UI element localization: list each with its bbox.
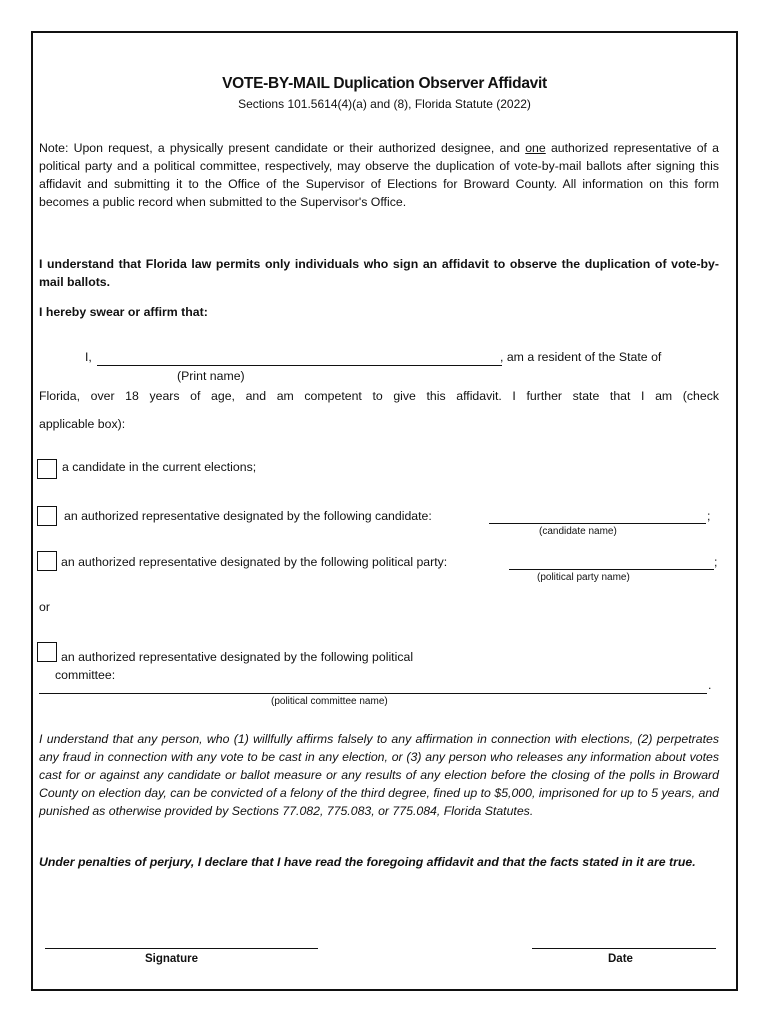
note-emphasis-one: one [525,141,546,155]
committee-rep-label-1: an authorized representative designated by the following political [61,650,414,664]
note-text-end: authorized representative of a political party and a political committee, respectively, may observe the duplication of vote-by-mail ballots after signing this affidavit and submitting it to the Office of the Supervisor of Elections for Broward County. All information on this form becomes a public record when submitted to the Supervisor's Office. [39,141,719,209]
swear-statement: I hereby swear or affirm that: [39,305,208,319]
resident-continuation-2: applicable box): [39,417,126,431]
candidate-name-field[interactable] [489,523,706,524]
party-rep-semicolon: ; [714,555,718,569]
committee-rep-checkbox[interactable] [37,642,57,662]
or-label: or [39,600,50,614]
note-text-start: Note: Upon request, a physically present candidate or their authorized designee, and [39,141,526,155]
candidate-rep-checkbox[interactable] [37,506,57,526]
penalty-paragraph: I understand that any person, who (1) willfully affirms falsely to any affirmation in connection with elections, (2) perpetrates any fraud in connection with any vote to be cast in any election, or (3) any person who releases any information about votes cast for or against any candidate or ballot measure or any results of any election before the closing of the polls in Broward County on election day, can be convicted of a felony of the third degree, fined up to $5,000, imprisoned for up to 5 years, and punished as otherwise provided by Sections 77.082, 775.083, or 775.084, Florida Statutes. [39,732,719,818]
date-label: Date [608,953,633,965]
resident-suffix: , am a resident of the State of [500,350,662,364]
resident-continuation-1: Florida, over 18 years of age, and am competent to give this affidavit. I further state that I am (check [39,389,719,403]
signature-field[interactable] [45,948,318,949]
committee-rep-period: . [708,678,712,692]
print-name-caption: (Print name) [177,369,245,383]
perjury-statement: Under penalties of perjury, I declare that I have read the foregoing affidavit and that the facts stated in it are true. [39,855,696,869]
committee-name-caption: (political committee name) [271,696,388,707]
candidate-option-label: a candidate in the current elections; [62,460,257,474]
candidate-rep-label: an authorized representative designated by the following candidate: [64,509,432,523]
signature-label: Signature [145,953,199,965]
candidate-rep-semicolon: ; [707,509,711,523]
understand-statement: I understand that Florida law permits only individuals who sign an affidavit to observe the duplication of vote-by-mail ballots. [39,257,719,289]
resident-prefix: I, [85,350,92,364]
party-name-field[interactable] [509,569,714,570]
committee-rep-label-2: committee: [55,668,116,682]
date-field[interactable] [532,948,716,949]
form-subtitle: Sections 101.5614(4)(a) and (8), Florida Statute (2022) [238,97,531,111]
party-name-caption: (political party name) [537,572,630,583]
affidavit-form [31,31,738,991]
party-rep-label: an authorized representative designated by the following political party: [61,555,448,569]
form-title: VOTE-BY-MAIL Duplication Observer Affidavit [222,75,547,92]
candidate-name-caption: (candidate name) [539,526,617,537]
print-name-field[interactable] [97,365,502,366]
committee-name-field[interactable] [39,693,707,694]
candidate-checkbox[interactable] [37,459,57,479]
note-paragraph [39,139,719,211]
party-rep-checkbox[interactable] [37,551,57,571]
